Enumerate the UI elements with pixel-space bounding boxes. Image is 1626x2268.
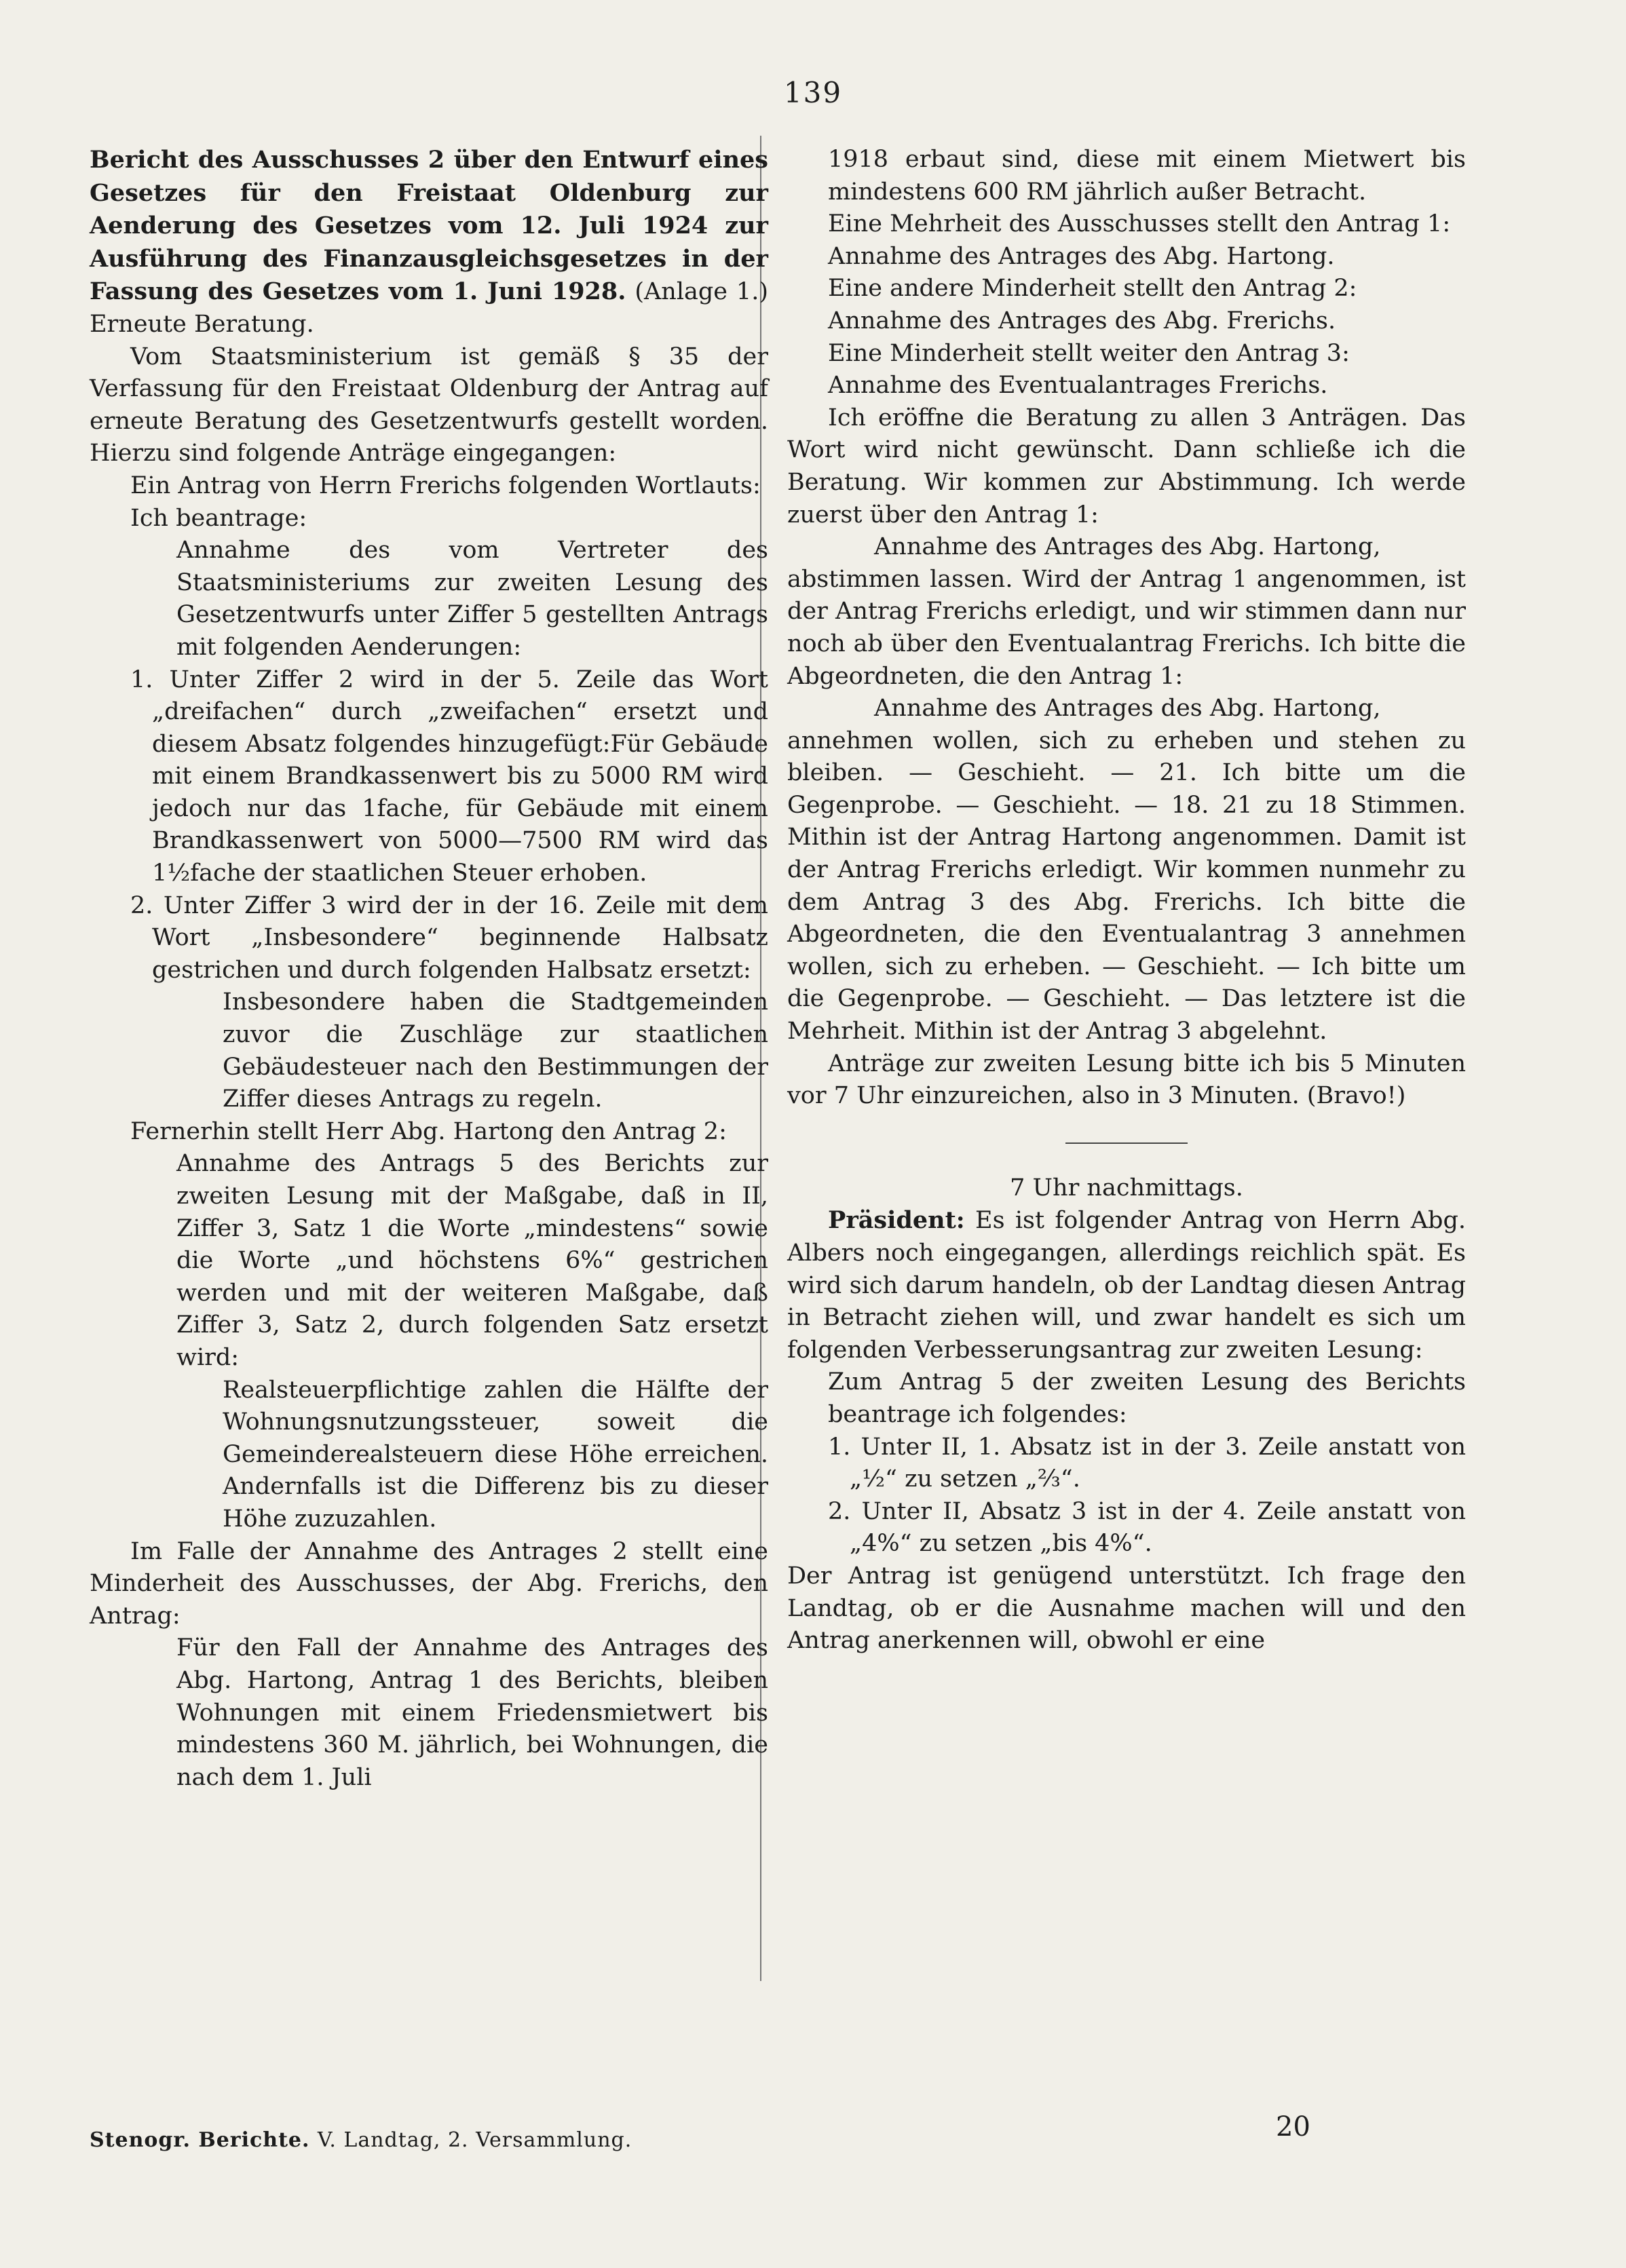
report-heading-tail: (Anlage 1.) Erneute Beratung. [90,278,768,338]
section-divider [1065,1142,1188,1144]
paragraph: abstimmen lassen. Wird der Antrag 1 angenommen, ist der Antrag Frerichs erledigt, und wir stimmen dann nur noch ab über den Eventualantrag Frerichs. Ich bitte die Abgeordneten, die den Antrag 1: [787,565,1466,690]
footer-label: Stenogr. Berichte. [90,2128,310,2152]
paragraph: Annahme des vom Vertreter des Staatsministeriums zur zweiten Lesung des Gesetzentwurfs unter Ziffer 5 gestellten Antrags mit folgenden Aenderungen: [176,537,768,661]
paragraph: Im Falle der Annahme des Antrages 2 stellt eine Minderheit des Ausschusses, der Abg. Frerichs, den Antrag: [90,1537,768,1630]
paragraph: Annahme des Antrags 5 des Berichts zur zweiten Lesung mit der Maßgabe, daß in II, Ziffer 3, Satz 1 die Worte „mindestens“ sowie die Worte „und höchstens 6%“ gestrichen werden und mit der weiteren Maßgabe, daß Ziffer 3, Satz 2, durch folgenden Satz ersetzt wird: [176,1150,768,1371]
list-item: 2. Unter Ziffer 3 wird der in der 16. Zeile mit dem Wort „Insbesondere“ beginnende Halbsatz gestrichen und durch folgenden Halbsatz ersetzt: [130,891,768,984]
paragraph: Ich beantrage: [130,504,307,532]
paragraph: Annahme des Eventualantrages Frerichs. [828,372,1328,400]
paragraph: Vom Staatsministerium ist gemäß § 35 der Verfassung für den Freistaat Oldenburg der Antrag auf erneute Beratung des Gesetzentwurfs gestellt worden. Hierzu sind folgende Anträge eingegangen: [90,343,768,467]
list-item: 2. Unter II, Absatz 3 ist in der 4. Zeile anstatt von „4%“ zu setzen „bis 4%“. [828,1497,1466,1558]
paragraph: 1918 erbaut sind, diese mit einem Mietwert bis mindestens 600 RM jährlich außer Betracht. [828,146,1466,206]
paragraph: Anträge zur zweiten Lesung bitte ich bis 5 Minuten vor 7 Uhr einzureichen, also in 3 Minuten. (Bravo!) [787,1050,1466,1110]
paragraph: Realsteuerpflichtige zahlen die Hälfte der Wohnungsnutzungssteuer, soweit die Gemeinderealsteuern diese Höhe erreichen. Andernfalls ist die Differenz bis zu dieser Höhe zuzuzahlen. [223,1376,768,1533]
paragraph: Eine Mehrheit des Ausschusses stellt den Antrag 1: [828,210,1451,238]
paragraph: Für den Fall der Annahme des Antrages des Abg. Hartong, Antrag 1 des Berichts, bleiben Wohnungen mit einem Friedensmietwert bis mindestens 360 M. jährlich, bei Wohnungen, die nach dem 1. Juli [176,1634,768,1791]
paragraph: Ich eröffne die Beratung zu allen 3 Anträgen. Das Wort wird nicht gewünscht. Dann schließe ich die Beratung. Wir kommen zur Abstimmung. Ich werde zuerst über den Antrag 1: [787,404,1466,528]
paragraph: Annahme des Antrages des Abg. Hartong, [874,533,1381,561]
right-column [787,144,1466,1657]
paragraph: Annahme des Antrages des Abg. Hartong. [828,242,1335,270]
sheet-signature: 20 [1276,2111,1310,2142]
page-number: 139 [783,76,843,109]
speaker-label: Präsident: [828,1206,965,1235]
paragraph: Ein Antrag von Herrn Frerichs folgenden Wortlauts: [130,472,761,499]
paragraph: Eine andere Minderheit stellt den Antrag 2: [828,275,1357,303]
paragraph: Der Antrag ist genügend unterstützt. Ich frage den Landtag, ob er die Ausnahme machen will und den Antrag anerkennen will, obwohl er eine [787,1562,1466,1655]
paragraph: Insbesondere haben die Stadtgemeinden zuvor die Zuschläge zur staatlichen Gebäudesteuer nach den Bestimmungen der Ziffer dieses Antrags zu regeln. [223,988,768,1113]
left-column [90,144,768,1794]
list-item: 1. Unter Ziffer 2 wird in der 5. Zeile das Wort „dreifachen“ durch „zweifachen“ ersetzt und diesem Absatz folgendes hinzugefügt:Für Gebäude mit einem Brandkassenwert bis zu 5000 RM wird jedoch nur das 1fache, für Gebäude mit einem Brandkassenwert von 5000—7500 RM wird das 1½fache der staatlichen Steuer erhoben. [130,666,768,887]
list-item: 1. Unter II, 1. Absatz ist in der 3. Zeile anstatt von „½“ zu setzen „⅔“. [828,1433,1466,1493]
paragraph: annehmen wollen, sich zu erheben und stehen zu bleiben. — Geschieht. — 21. Ich bitte um die Gegenprobe. — Geschieht. — 18. 21 zu 18 Stimmen. Mithin ist der Antrag Hartong angenommen. Damit ist der Antrag Frerichs erledigt. Wir kommen nunmehr zu dem Antrag 3 des Abg. Frerichs. Ich bitte die Abgeordneten, die den Eventualantrag 3 annehmen wollen, sich zu erheben. — Geschieht. — Ich bitte um die Gegenprobe. — Geschieht. — Das letztere ist die Mehrheit. Mithin ist der Antrag 3 abgelehnt. [787,727,1466,1045]
report-heading-title: Bericht des Ausschusses 2 über den Entwurf eines Gesetzes für den Freistaat Oldenburg zur Aenderung des Gesetzes vom 12. Juli 1924 zur Ausführung des Finanzausgleichsgesetzes in der Fassung des Gesetzes vom 1. Juni 1928. [90,146,768,306]
paragraph: Annahme des Antrages des Abg. Hartong, [874,695,1381,723]
paragraph: Fernerhin stellt Herr Abg. Hartong den Antrag 2: [130,1117,727,1145]
paragraph: Annahme des Antrages des Abg. Frerichs. [828,307,1336,334]
paragraph: Eine Minderheit stellt weiter den Antrag 3: [828,339,1350,367]
speaker-text: Es ist folgender Antrag von Herrn Abg. Albers noch eingegangen, allerdings reichlich spät. Es wird sich darum handeln, ob der Landtag diesen Antrag in Betracht ziehen will, und zwar handelt es sich um folgenden Verbesserungsantrag zur zweiten Lesung: [787,1207,1466,1364]
footer-citation [90,2128,632,2152]
footer-session: V. Landtag, 2. Versammlung. [317,2128,632,2152]
report-heading [90,144,768,341]
time-heading: 7 Uhr nachmittags. [1010,1174,1243,1202]
paragraph: Zum Antrag 5 der zweiten Lesung des Berichts beantrage ich folgendes: [828,1368,1466,1428]
paragraph [787,1204,1466,1366]
